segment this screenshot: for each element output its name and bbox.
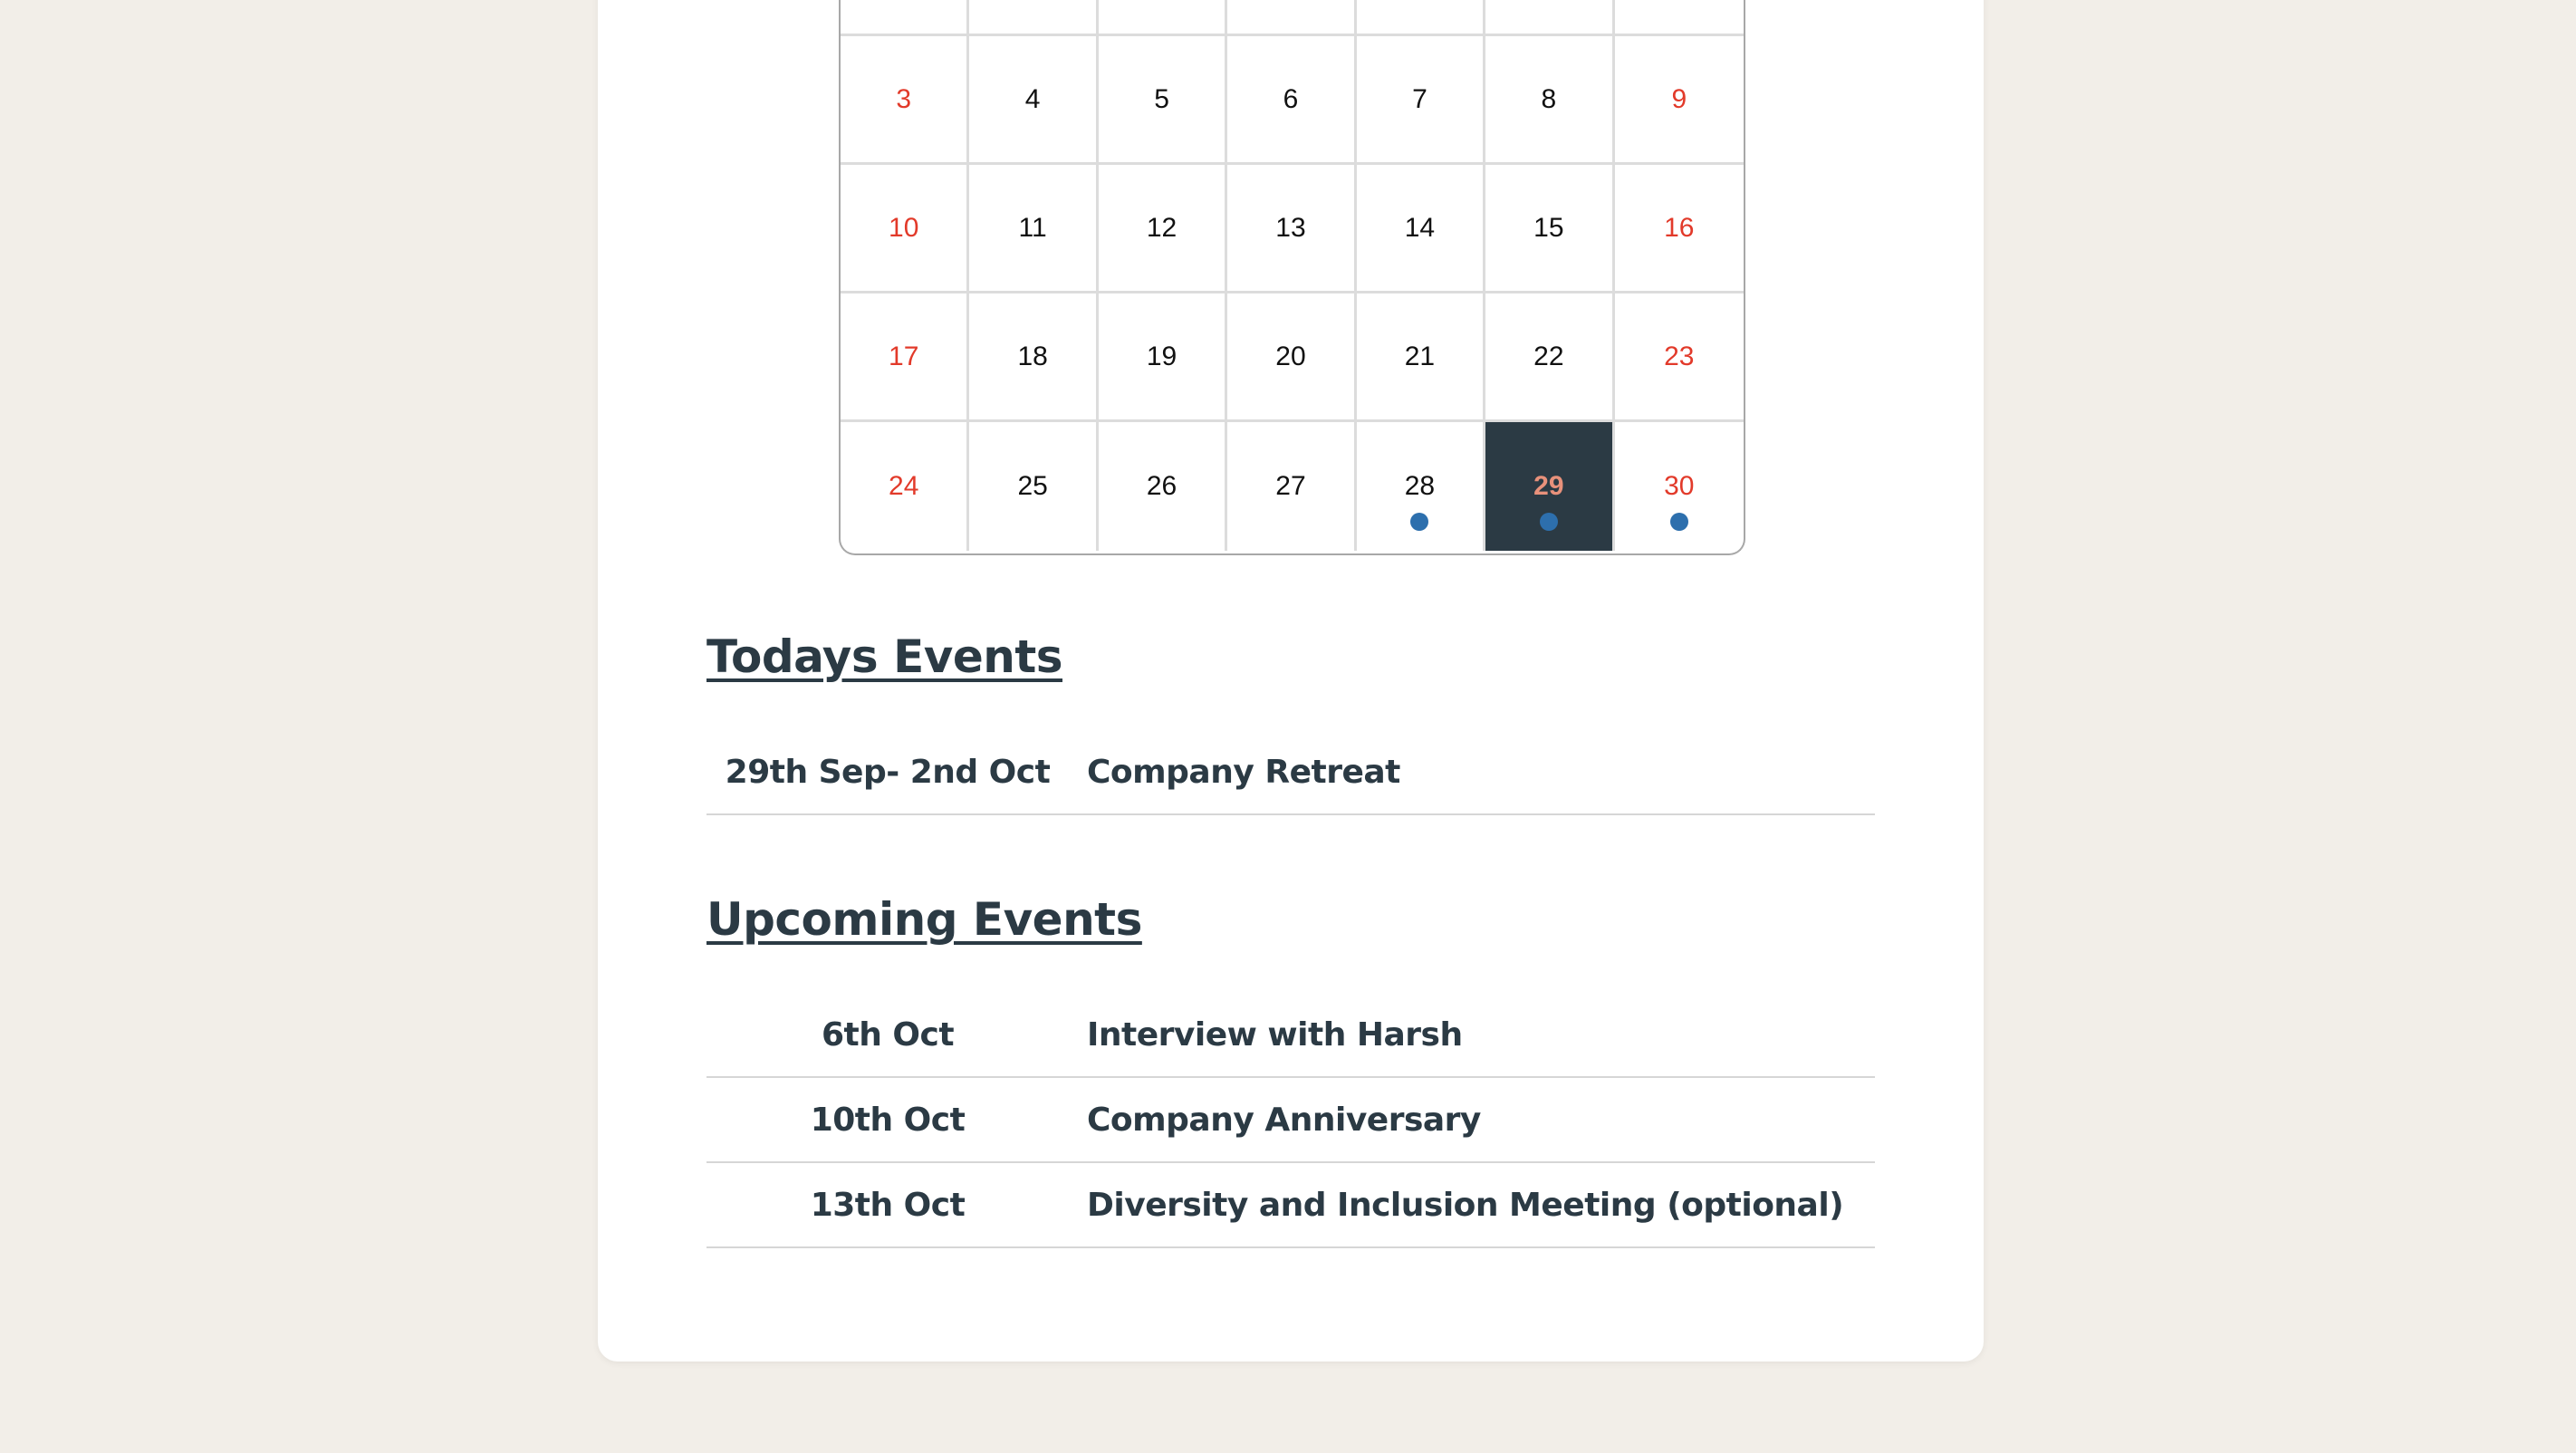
event-row[interactable] <box>706 993 1875 1078</box>
calendar-day-12[interactable] <box>1099 165 1227 293</box>
calendar-day-14[interactable] <box>1357 165 1485 293</box>
calendar-day-number: 7 <box>1412 83 1427 114</box>
calendar-day-number: 14 <box>1404 212 1436 243</box>
calendar-day-empty <box>1099 0 1227 36</box>
calendar-day-number: 21 <box>1404 341 1436 371</box>
event-name: Diversity and Inclusion Meeting (optional) <box>1087 1186 1844 1224</box>
calendar-day-number: 4 <box>1024 83 1041 114</box>
calendar-day-number: 25 <box>1017 471 1048 501</box>
upcoming-events-title: Upcoming Events <box>706 893 1142 946</box>
calendar-day-22[interactable] <box>1485 293 1614 422</box>
calendar-day-number: 19 <box>1146 341 1177 371</box>
calendar-day-number: 15 <box>1533 212 1564 243</box>
calendar-day-empty <box>1357 0 1485 36</box>
calendar-day-9[interactable] <box>1615 36 1744 165</box>
event-name: Company Anniversary <box>1087 1101 1481 1139</box>
calendar-day-number: 9 <box>1671 83 1687 114</box>
calendar-day-number: 6 <box>1283 83 1299 114</box>
calendar-day-number: 30 <box>1664 471 1695 501</box>
calendar-day-24[interactable] <box>841 422 969 551</box>
calendar-day-26[interactable] <box>1099 422 1227 551</box>
event-date: 10th Oct <box>810 1101 966 1139</box>
calendar-day-number: 8 <box>1541 83 1557 114</box>
calendar-day-empty <box>841 0 969 36</box>
calendar-day-30[interactable] <box>1615 422 1744 551</box>
event-row[interactable] <box>706 1078 1875 1163</box>
event-indicator-dot <box>1410 513 1428 531</box>
upcoming-events-list <box>706 993 1875 1248</box>
calendar-day-13[interactable] <box>1227 165 1356 293</box>
calendar-day-4[interactable] <box>969 36 1098 165</box>
calendar-day-20[interactable] <box>1227 293 1356 422</box>
calendar-day-3[interactable] <box>841 36 969 165</box>
calendar-day-15[interactable] <box>1485 165 1614 293</box>
calendar-day-7[interactable] <box>1357 36 1485 165</box>
event-indicator-dot <box>1540 513 1558 531</box>
calendar-day-23[interactable] <box>1615 293 1744 422</box>
calendar-day-10[interactable] <box>841 165 969 293</box>
calendar-day-25[interactable] <box>969 422 1098 551</box>
event-row[interactable] <box>706 1163 1875 1248</box>
calendar-day-11[interactable] <box>969 165 1098 293</box>
calendar-day-number: 17 <box>889 341 919 371</box>
calendar-day-number: 24 <box>889 471 919 501</box>
calendar-day-number: 29 <box>1533 471 1564 501</box>
calendar-day-number: 5 <box>1154 83 1169 114</box>
event-date: 29th Sep- 2nd Oct <box>725 753 1051 791</box>
calendar-grid <box>839 0 1745 555</box>
calendar-day-29[interactable] <box>1485 422 1614 551</box>
calendar-day-number: 12 <box>1146 212 1177 243</box>
calendar-day-8[interactable] <box>1485 36 1614 165</box>
calendar-day-empty <box>1615 0 1744 36</box>
calendar-day-number: 16 <box>1664 212 1695 243</box>
event-indicator-dot <box>1670 513 1688 531</box>
calendar-day-number: 18 <box>1017 341 1048 371</box>
event-date: 13th Oct <box>810 1186 966 1224</box>
calendar-day-19[interactable] <box>1099 293 1227 422</box>
calendar-day-number: 3 <box>896 83 912 114</box>
event-name: Interview with Harsh <box>1087 1015 1463 1054</box>
calendar-day-27[interactable] <box>1227 422 1356 551</box>
calendar-day-16[interactable] <box>1615 165 1744 293</box>
todays-events-title: Todays Events <box>706 630 1062 683</box>
todays-events-list <box>706 730 1875 815</box>
calendar-day-6[interactable] <box>1227 36 1356 165</box>
calendar-day-number: 22 <box>1533 341 1564 371</box>
calendar-day-17[interactable] <box>841 293 969 422</box>
calendar-day-number: 20 <box>1275 341 1306 371</box>
calendar-day-number: 23 <box>1664 341 1695 371</box>
event-name: Company Retreat <box>1087 753 1400 791</box>
calendar-day-empty <box>969 0 1098 36</box>
calendar-day-number: 10 <box>889 212 919 243</box>
calendar-day-number: 26 <box>1146 471 1177 501</box>
calendar-day-number: 13 <box>1275 212 1306 243</box>
event-date: 6th Oct <box>821 1015 955 1054</box>
calendar-day-number: 28 <box>1404 471 1436 501</box>
calendar-day-18[interactable] <box>969 293 1098 422</box>
calendar-day-number: 27 <box>1275 471 1306 501</box>
event-row[interactable] <box>706 730 1875 815</box>
calendar-day-number: 11 <box>1018 212 1047 243</box>
calendar-day-21[interactable] <box>1357 293 1485 422</box>
calendar-day-empty <box>1227 0 1356 36</box>
calendar-day-28[interactable] <box>1357 422 1485 551</box>
calendar-day-empty <box>1485 0 1614 36</box>
calendar-day-5[interactable] <box>1099 36 1227 165</box>
